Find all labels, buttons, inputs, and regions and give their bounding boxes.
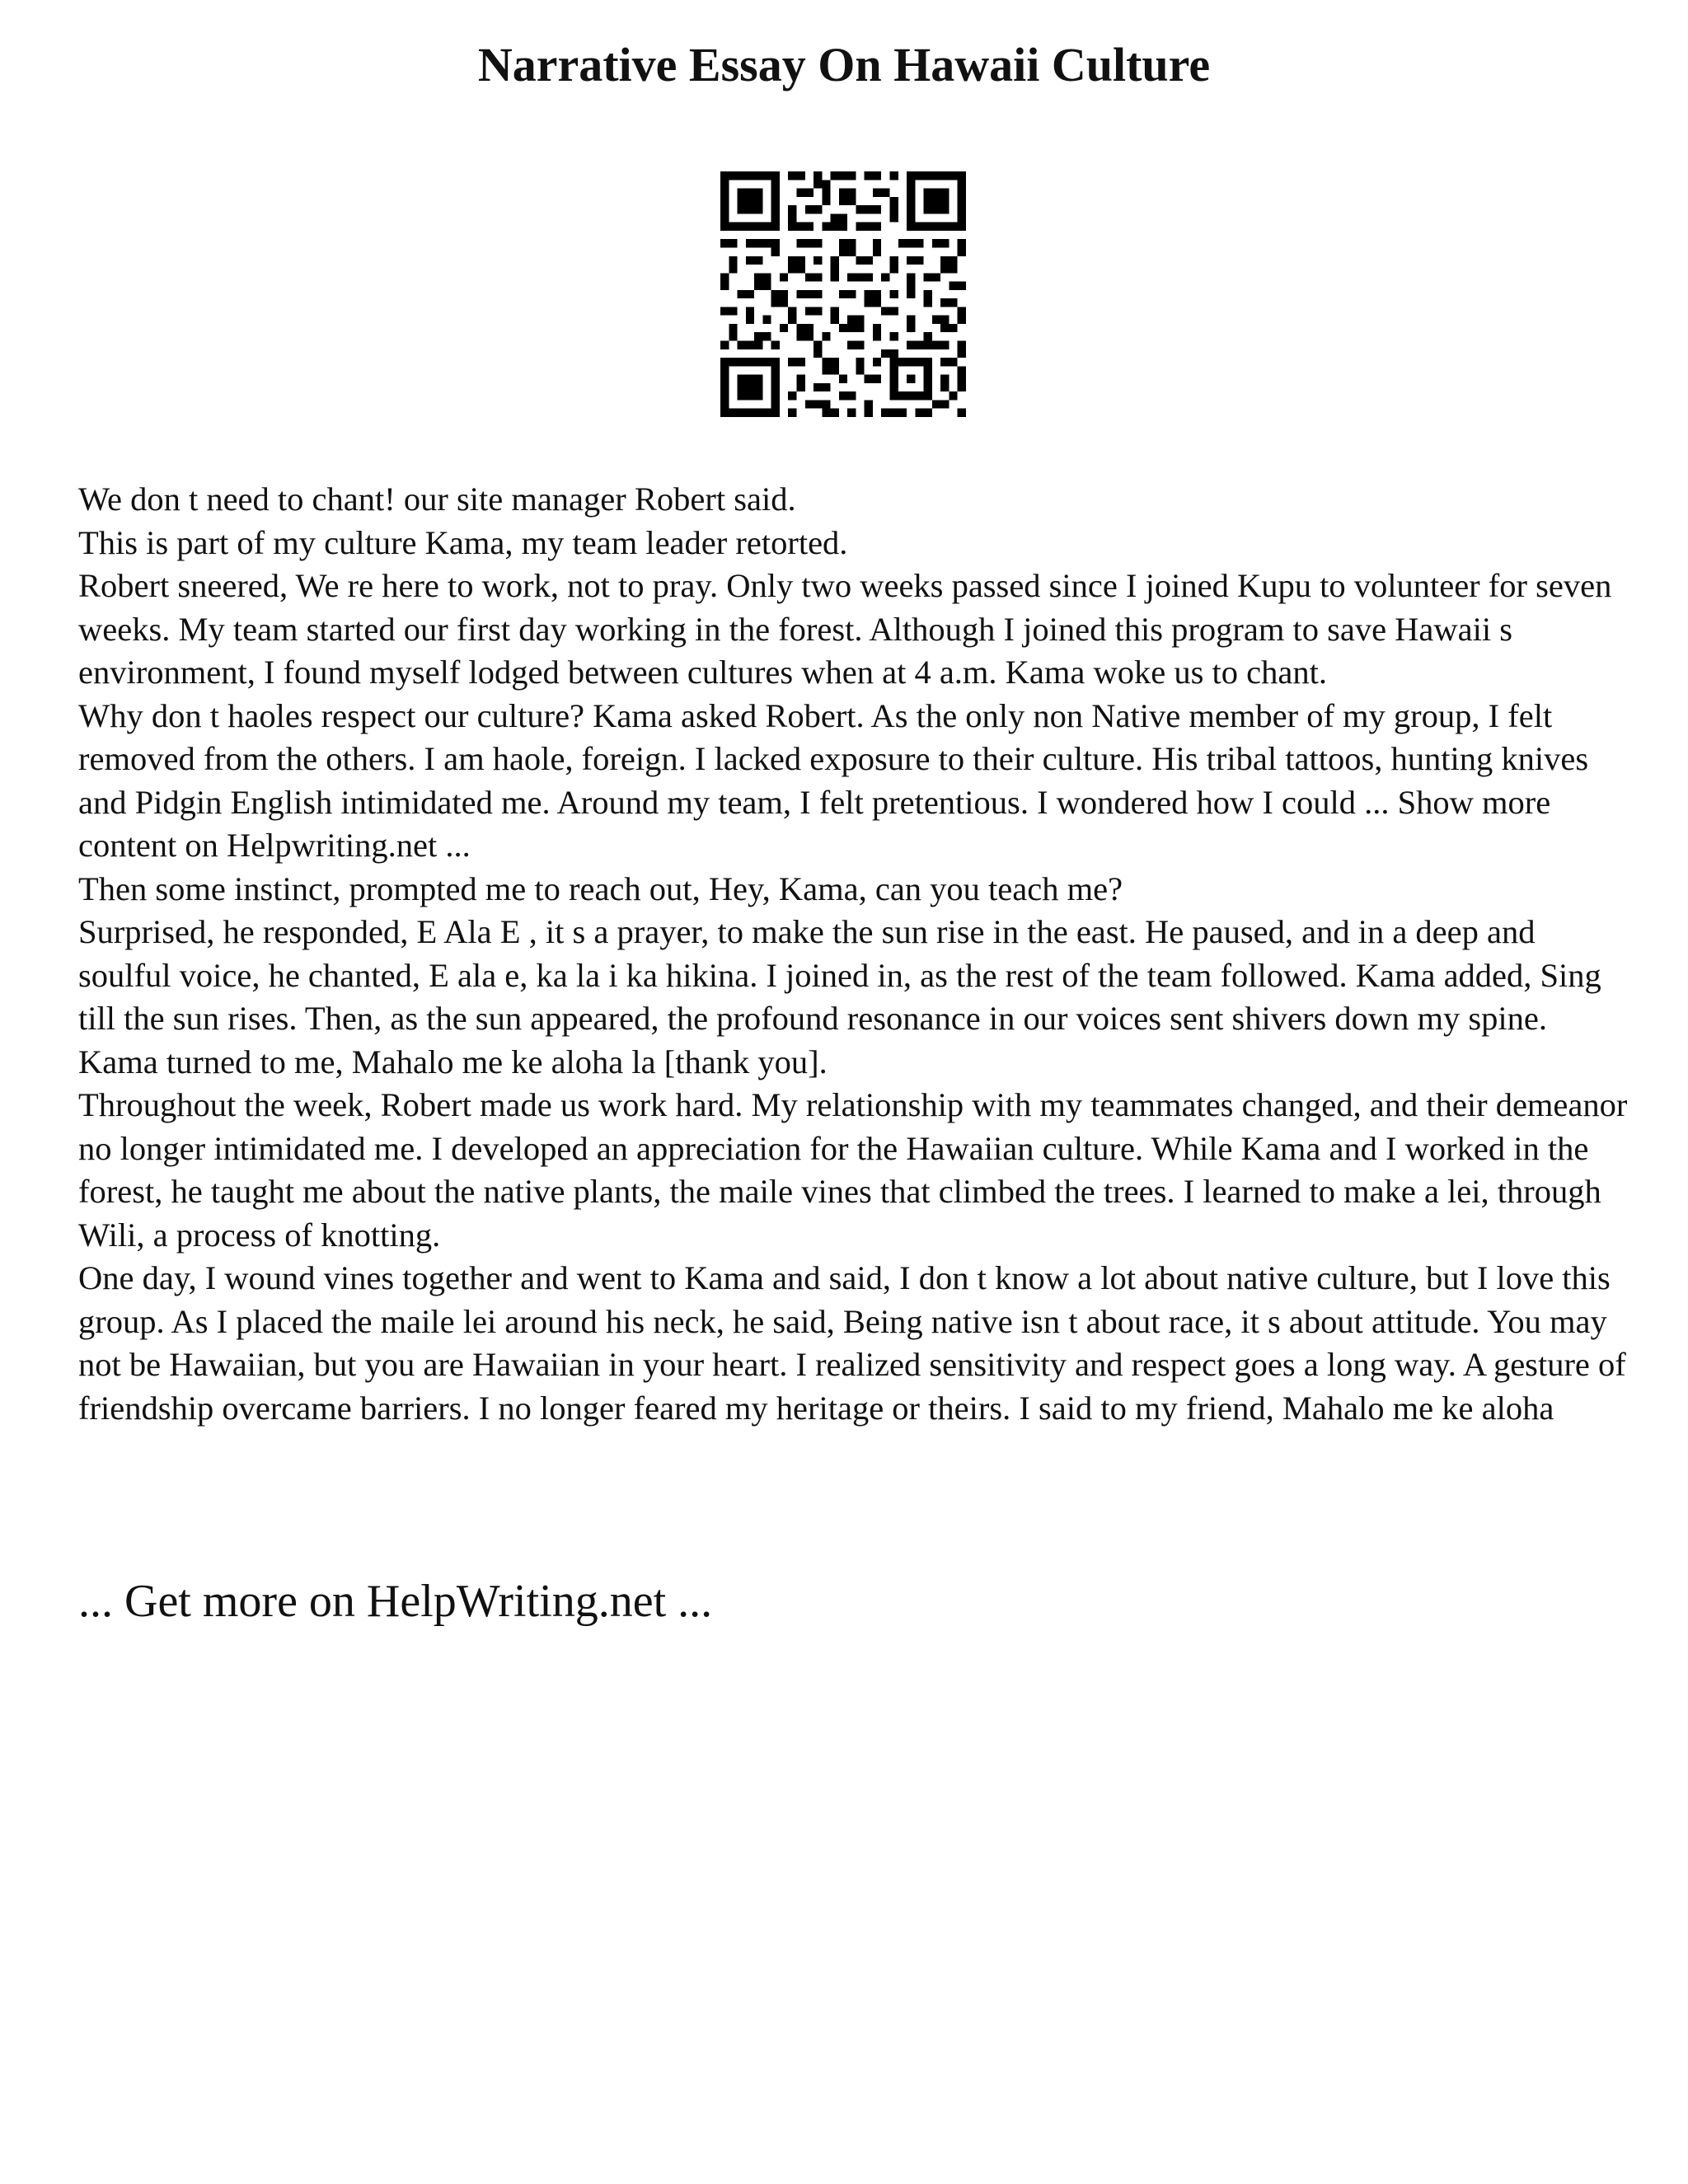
get-more-link[interactable]: ... Get more on HelpWriting.net ... — [78, 1576, 713, 1627]
paragraph: Surprised, he responded, E Ala E , it s a prayer, to make the sun rise in the east. He paused, and in a deep and soulful voice, he chanted, E ala e, ka la i ka hikina. I joined in, as the rest of the team followed. Kama added, Sing till the sun rises. Then, as the sun appeared, the profound resonance in our voices sent shivers down my spine. Kama turned to me, Mahalo me ke aloha la [thank you]. — [78, 913, 1601, 1080]
qr-code-icon — [720, 171, 966, 417]
paragraph: One day, I wound vines together and went to Kama and said, I don t know a lot about native culture, but I love this group. As I placed the maile lei around his neck, he said, Being native isn t about race, it s about attitude. You may not be Hawaiian, but you are Hawaiian in your heart. I realized sensitivity and respect goes a long way. A gesture of friendship overcame barriers. I no longer feared my heritage or theirs. I said to my friend, Mahalo me ke aloha — [78, 1259, 1626, 1427]
page-title: Narrative Essay On Hawaii Culture — [477, 38, 1211, 91]
paragraph: This is part of my culture Kama, my team leader retorted. — [78, 523, 848, 561]
paragraph: Then some instinct, prompted me to reach out, Hey, Kama, can you teach me? — [78, 869, 1123, 907]
paragraph: Throughout the week, Robert made us work hard. My relationship with my teammates changed, and their demeanor no longer intimidated me. I developed an appreciation for the Hawaiian culture. While Kama and I worked in the forest, he taught me about the native plants, the maile vines that climbed the trees. I learned to make a lei, through Wili, a process of knotting. — [78, 1086, 1628, 1254]
essay-body — [78, 478, 1628, 1430]
paragraph: Robert sneered, We re here to work, not to pray. Only two weeks passed since I joined Kupu to volunteer for seven weeks. My team started our first day working in the forest. Although I joined this program to save Hawaii s environment, I found myself lodged between cultures when at 4 a.m. Kama woke us to chant. — [78, 567, 1612, 691]
paragraph: Why don t haoles respect our culture? Kama asked Robert. As the only non Native member of my group, I felt removed from the others. I am haole, foreign. I lacked exposure to their culture. His tribal tattoos, hunting knives and Pidgin English intimidated me. Around my team, I felt pretentious. I wondered how I could ... Show more content on Helpwriting.net ... — [78, 696, 1589, 864]
qr-code-image — [720, 171, 966, 417]
paragraph: We don t need to chant! our site manager Robert said. — [78, 480, 796, 518]
